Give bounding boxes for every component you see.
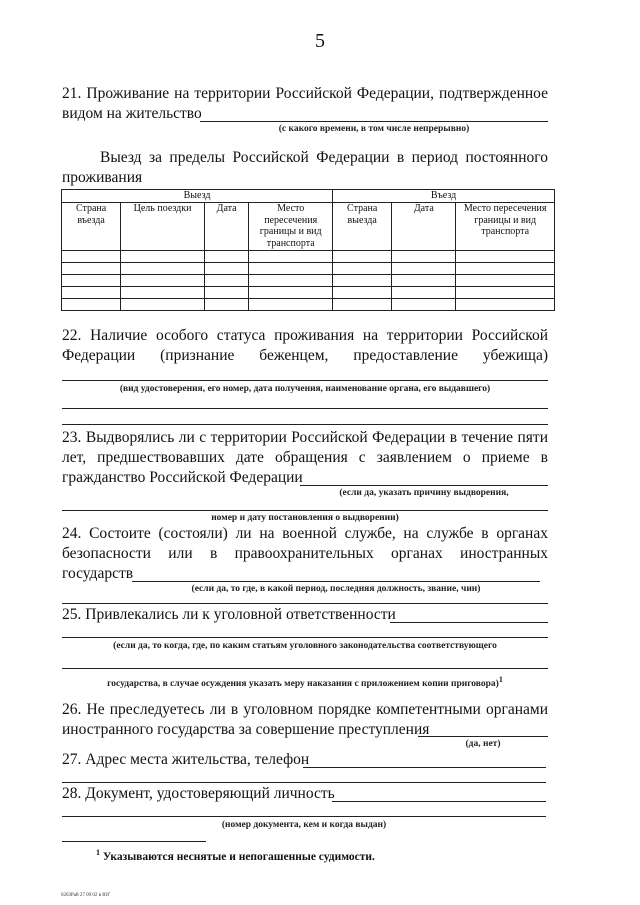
table-row	[62, 251, 555, 263]
page-number: 5	[315, 30, 325, 52]
q25-answer-field-2[interactable]	[62, 637, 548, 638]
q25-hint1: (если да, то когда, где, по каким статьям уголовного законодательства соответствующего	[113, 641, 497, 651]
table-row	[62, 263, 555, 275]
q27-text: 27. Адрес места жительства, телефон	[62, 751, 310, 768]
table-cell[interactable]	[249, 299, 333, 311]
q28-answer-field-2[interactable]	[62, 816, 546, 817]
q21-line1: 21. Проживание на территории Российской Федерации, подтвержденное	[62, 85, 548, 102]
q23-answer-field-2[interactable]	[62, 510, 548, 511]
q24-answer-field-2[interactable]	[62, 603, 548, 604]
table-row	[62, 275, 555, 287]
q24-text: 24. Состоите (состояли) ли на военной службе, на службе в органах безопасности или в правоохранительных органах иностранных	[62, 525, 548, 562]
q22-hint: (вид удостоверения, его номер, дата получения, наименование органа, его выдавшего)	[119, 384, 491, 394]
q26-hint: (да, нет)	[465, 739, 501, 749]
q22-answer-field[interactable]	[62, 380, 548, 381]
table-row	[62, 287, 555, 299]
q23-hint1: (если да, указать причину выдворения,	[339, 488, 509, 498]
table-cell[interactable]	[121, 251, 205, 263]
table-cell[interactable]	[62, 287, 121, 299]
table-cell[interactable]	[121, 299, 205, 311]
table-cell[interactable]	[456, 251, 555, 263]
table-cell[interactable]	[62, 275, 121, 287]
table-cell[interactable]	[249, 263, 333, 275]
q21-answer-field[interactable]	[200, 121, 548, 122]
q26-line2: иностранного государства за совершение преступления	[62, 721, 430, 738]
table-cell[interactable]	[121, 263, 205, 275]
q28-answer-field[interactable]	[332, 801, 546, 802]
form-code: 0203Рай 27 09 02 в ЮГ	[61, 893, 111, 898]
q24-line3: государств	[62, 565, 134, 582]
footnote-mark: 1	[96, 848, 100, 857]
trips-intro: Выезд за пределы Российской Федерации в период постоянного проживания	[62, 149, 548, 186]
col-header: Страна въезда	[62, 203, 121, 251]
table-cell[interactable]	[456, 287, 555, 299]
table-cell[interactable]	[249, 275, 333, 287]
q21-hint: (с какого времени, в том числе непрерывно)	[278, 124, 470, 134]
q23-answer-field[interactable]	[300, 485, 548, 486]
table-cell[interactable]	[62, 251, 121, 263]
table-cell[interactable]	[204, 251, 248, 263]
group-entry-header: Въезд	[333, 190, 555, 203]
trips-table	[61, 189, 555, 311]
table-cell[interactable]	[456, 275, 555, 287]
col-header: Страна выезда	[333, 203, 392, 251]
table-cell[interactable]	[392, 275, 456, 287]
table-cell[interactable]	[333, 251, 392, 263]
table-cell[interactable]	[249, 287, 333, 299]
q25-answer-field-3[interactable]	[62, 668, 548, 669]
table-cell[interactable]	[62, 299, 121, 311]
q25-text: 25. Привлекались ли к уголовной ответственности	[62, 606, 396, 623]
table-row	[62, 299, 555, 311]
q25-hint2	[62, 675, 548, 689]
q25-answer-field[interactable]	[390, 622, 548, 623]
q21-line2: видом на жительство	[62, 105, 202, 122]
table-cell[interactable]	[62, 263, 121, 275]
col-header: Цель поездки	[121, 203, 205, 251]
q27-answer-field[interactable]	[303, 767, 546, 768]
table-cell[interactable]	[121, 275, 205, 287]
table-cell[interactable]	[392, 263, 456, 275]
q26-text: 26. Не преследуетесь ли в уголовном порядке компетентными органами	[62, 701, 548, 718]
table-cell[interactable]	[456, 263, 555, 275]
table-cell[interactable]	[392, 251, 456, 263]
table-cell[interactable]	[392, 287, 456, 299]
table-cell[interactable]	[204, 299, 248, 311]
footnote-ref: 1	[498, 675, 503, 684]
q22-answer-field-2[interactable]	[62, 408, 548, 409]
q28-text: 28. Документ, удостоверяющий личность	[62, 785, 335, 802]
q23-hint2: номер и дату постановления о выдворении)	[211, 513, 399, 523]
col-header: Дата	[204, 203, 248, 251]
table-cell[interactable]	[333, 299, 392, 311]
footnote-text: Указываются неснятые и непогашенные судимости.	[102, 850, 375, 863]
footnote-separator	[62, 841, 206, 842]
q22-answer-field-3[interactable]	[62, 424, 548, 425]
table-cell[interactable]	[249, 251, 333, 263]
table-cell[interactable]	[333, 263, 392, 275]
footnote	[96, 848, 375, 863]
q27-answer-field-2[interactable]	[62, 782, 546, 783]
q24-answer-field[interactable]	[132, 581, 540, 582]
table-cell[interactable]	[204, 275, 248, 287]
q25-hint2-text: государства, в случае осуждения указать меру наказания с приложением копии приговора)	[107, 679, 499, 690]
col-header: Дата	[392, 203, 456, 251]
table-cell[interactable]	[204, 287, 248, 299]
q24-hint: (если да, то где, в какой период, последняя должность, звание, чин)	[191, 584, 481, 594]
col-header: Место пересечения границы и вид транспорта	[456, 203, 555, 251]
table-cell[interactable]	[392, 299, 456, 311]
table-cell[interactable]	[333, 287, 392, 299]
q23-line3: гражданство Российской Федерации	[62, 469, 303, 486]
table-cell[interactable]	[204, 263, 248, 275]
group-exit-header: Выезд	[62, 190, 333, 203]
table-cell[interactable]	[333, 275, 392, 287]
q26-answer-field[interactable]	[418, 736, 548, 737]
table-cell[interactable]	[456, 299, 555, 311]
q22-text: 22. Наличие особого статуса проживания на территории Российской Федерации (признание беженцем, предоставление убежища)	[62, 327, 548, 364]
q23-text: 23. Выдворялись ли с территории Российской Федерации в течение пяти лет, предшествовавших дате обращения с заявлением о приеме в	[62, 429, 548, 466]
table-cell[interactable]	[121, 287, 205, 299]
col-header: Место пересечения границы и вид транспорта	[249, 203, 333, 251]
q28-hint: (номер документа, кем и когда выдан)	[221, 820, 387, 830]
